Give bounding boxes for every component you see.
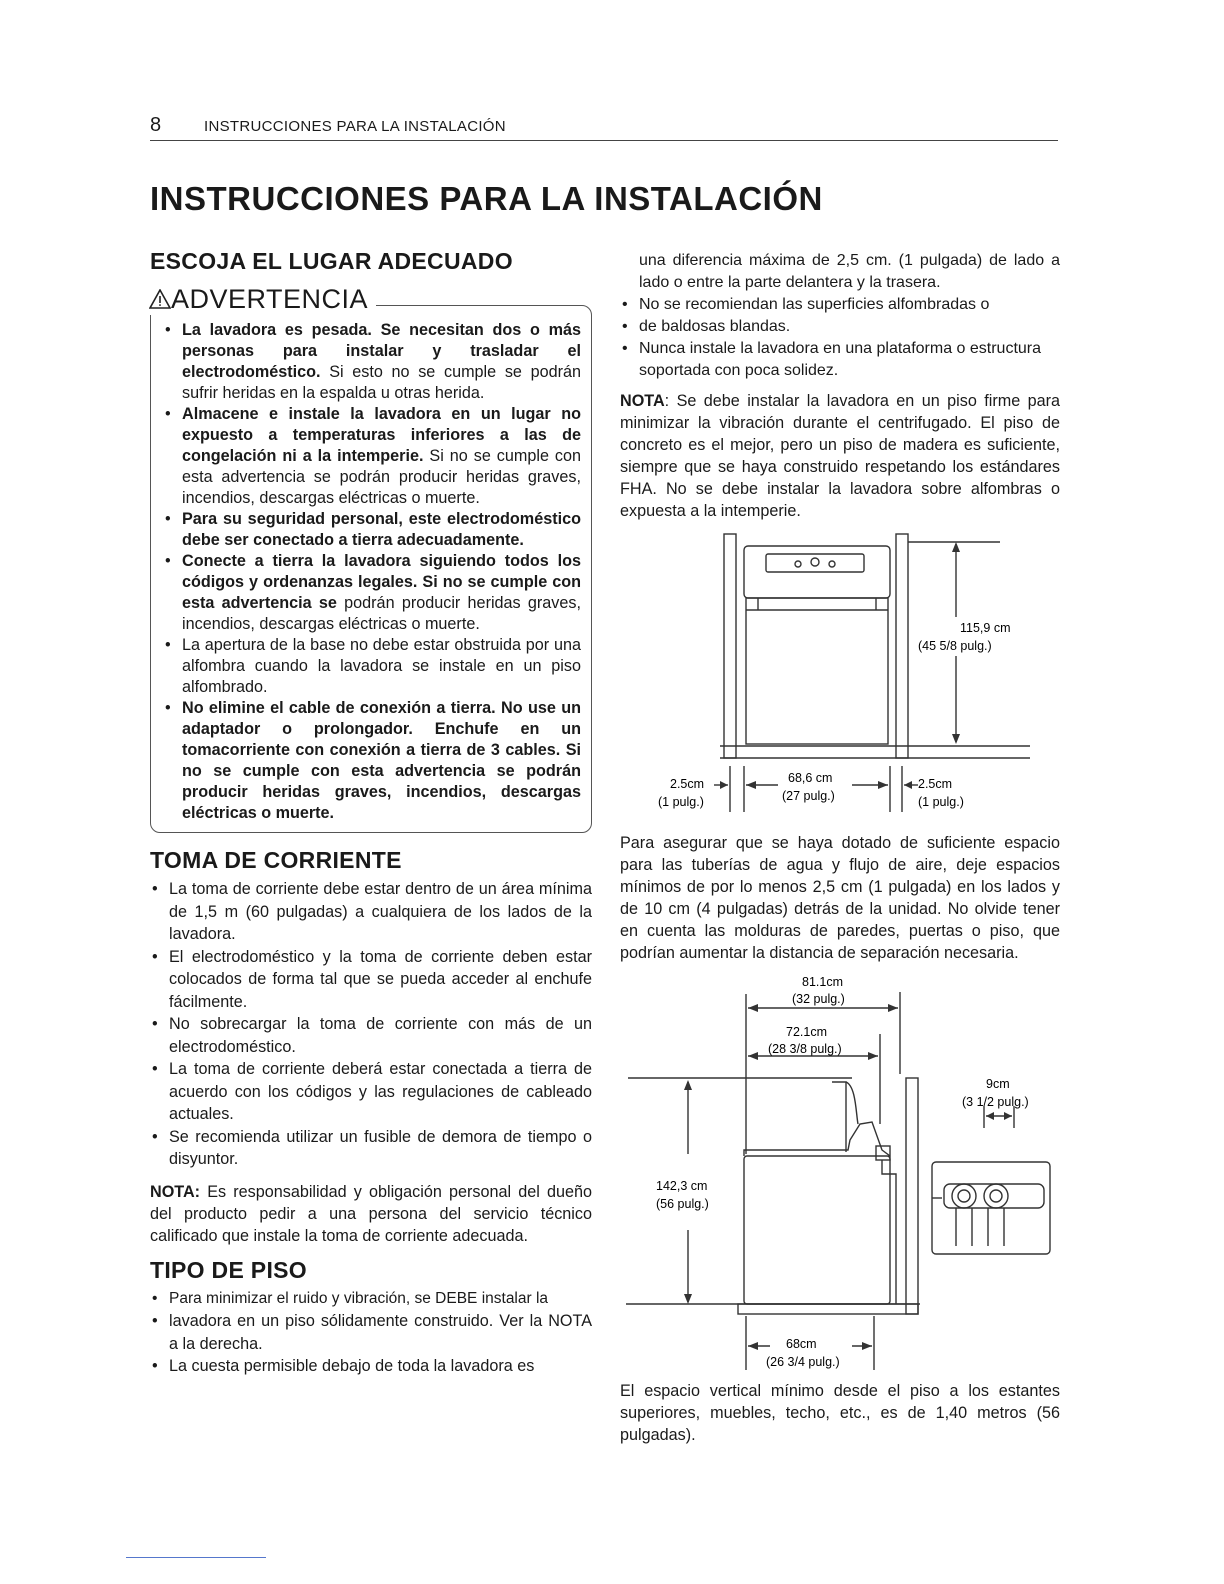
section-heading-lugar: ESCOJA EL LUGAR ADECUADO (150, 248, 513, 274)
depth-total-cm-label: 81.1cm (802, 975, 843, 989)
list-item: • El electrodoméstico y la toma de corriente deben estar colocados de forma tal que se pueda acceder al enchufe fácilmente. (150, 946, 592, 1014)
side-clearance-figure (620, 974, 1060, 1374)
right-column (620, 250, 1060, 1446)
width-in-label: (27 pulg.) (782, 789, 835, 803)
depth-total-in-label: (32 pulg.) (792, 992, 845, 1006)
side-right-cm-label: 2.5cm (918, 777, 953, 791)
piso-list (150, 1288, 592, 1378)
base-cm-label: 68cm (786, 1337, 817, 1351)
front-clearance-figure (620, 532, 1060, 822)
list-item: • Se recomienda utilizar un fusible de demora de tiempo o disyuntor. (150, 1126, 592, 1171)
warning-item: • Para su seguridad personal, este electrodoméstico debe ser conectado a tierra adecuadamente. (163, 509, 581, 551)
vertical-clearance-paragraph: El espacio vertical mínimo desde el piso a los estantes superiores, muebles, techo, etc., es de 1,40 metros (56 pulgadas). (620, 1382, 1060, 1444)
continuation-text: una diferencia máxima de 2,5 cm. (1 pulgada) de lado a lado o entre la parte delantera y la trasera. (639, 252, 1060, 291)
page-number: 8 (150, 114, 162, 136)
floor-list (620, 294, 1060, 382)
height-in-label: (45 5/8 pulg.) (918, 639, 992, 653)
section-heading-toma: TOMA DE CORRIENTE (150, 847, 402, 873)
warning-item: • La apertura de la base no debe estar obstruida por una alfombra cuando la lavadora se instale en un piso alfombrado. (163, 635, 581, 698)
base-in-label: (26 3/4 pulg.) (766, 1355, 840, 1369)
warning-item: • Almacene e instale la lavadora en un lugar no expuesto a temperaturas inferiores a las de congelación ni a la intemperie. Si no se cumple con esta advertencia se podrán producir heridas graves, incendios, descargas eléctricas o muerte. (163, 404, 581, 509)
list-item: • No se recomiendan las superficies alfombradas o (620, 294, 1060, 316)
side-view-drawing (620, 974, 1060, 1374)
warning-triangle-icon (149, 289, 171, 309)
height-cm-label: 142,3 cm (656, 1179, 708, 1193)
list-item: • Nunca instale la lavadora en una plataforma o estructura soportada con poca solidez. (620, 338, 1060, 382)
floor-note: NOTA: Se debe instalar la lavadora en un piso firme para minimizar la vibración durante el centrifugado. El piso de concreto es el mejor, pero un piso de madera es suficiente, siempre que se haya construido respetando los estándares FHA. No se debe instalar la lavadora sobre alfombras o expuesta a la intemperie. (620, 392, 1060, 520)
list-item: • La toma de corriente debe estar dentro de un área mínima de 1,5 m (60 pulgadas) a cualquiera de los lados de la lavadora. (150, 878, 592, 946)
toma-list (150, 878, 592, 1171)
height-in-label: (56 pulg.) (656, 1197, 709, 1211)
height-cm-label: 115,9 cm (960, 621, 1011, 635)
rear-in-label: (3 1/2 pulg.) (962, 1095, 1029, 1109)
section-heading-piso: TIPO DE PISO (150, 1256, 307, 1283)
footer-divider (126, 1557, 266, 1558)
warning-item: • La lavadora es pesada. Se necesitan dos o más personas para instalar y trasladar el electrodoméstico. Si esto no se cumple se podrán sufrir heridas en la espalda u otras herida. (163, 320, 581, 404)
side-left-cm-label: 2.5cm (670, 777, 705, 791)
side-left-in-label: (1 pulg.) (658, 795, 704, 809)
page-title: INSTRUCCIONES PARA LA INSTALACIÓN (150, 180, 823, 217)
front-view-drawing (620, 532, 1060, 822)
side-right-in-label: (1 pulg.) (918, 795, 964, 809)
warning-item: • Conecte a tierra la lavadora siguiendo todos los códigos y ordenanzas legales. Si no se cumple con esta advertencia se podrán producir heridas graves, incendios, descargas eléctricas o muerte. (163, 551, 581, 635)
list-item: • Para minimizar el ruido y vibración, se DEBE instalar la (150, 1288, 592, 1311)
left-column (150, 248, 592, 1378)
list-item: • La cuesta permisible debajo de toda la lavadora es (150, 1355, 592, 1378)
list-item: • lavadora en un piso sólidamente construido. Ver la NOTA a la derecha. (150, 1310, 592, 1355)
running-title: INSTRUCCIONES PARA LA INSTALACIÓN (204, 118, 506, 135)
clearance-paragraph: Para asegurar que se haya dotado de suficiente espacio para las tuberías de agua y flujo de aire, deje espacios mínimos de por lo menos 2,5 cm (1 pulgada) en los lados y de 10 cm (4 pulgadas) detrás de la unidad. No olvide tener en cuenta las molduras de paredes, puertas o piso, que podrían aumentar la distancia de separación necesaria. (620, 834, 1060, 962)
width-cm-label: 68,6 cm (788, 771, 833, 785)
warning-item: • No elimine el cable de conexión a tierra. No use un adaptador o prolongador. Enchufe en un tomacorriente con conexión a tierra de 3 cables. Si no se cumple con esta advertencia se podrán producir heridas graves, incendios, descargas eléctricas o muerte. (163, 698, 581, 824)
list-item: • La toma de corriente deberá estar conectada a tierra de acuerdo con los códigos y las regulaciones de cableado actuales. (150, 1058, 592, 1126)
list-item: • No sobrecargar la toma de corriente con más de un electrodoméstico. (150, 1013, 592, 1058)
running-header (150, 114, 1058, 141)
rear-cm-label: 9cm (986, 1077, 1010, 1091)
depth-body-cm-label: 72.1cm (786, 1025, 827, 1039)
toma-note: NOTA: Es responsabilidad y obligación personal del dueño del producto pedir a una persona del servicio técnico calificado que instale la toma de corriente adecuada. (150, 1182, 592, 1245)
list-item: • de baldosas blandas. (620, 316, 1060, 338)
warning-title: ADVERTENCIA (149, 284, 376, 315)
warning-list (163, 320, 581, 824)
warning-box (150, 284, 592, 833)
depth-body-in-label: (28 3/8 pulg.) (768, 1042, 842, 1056)
